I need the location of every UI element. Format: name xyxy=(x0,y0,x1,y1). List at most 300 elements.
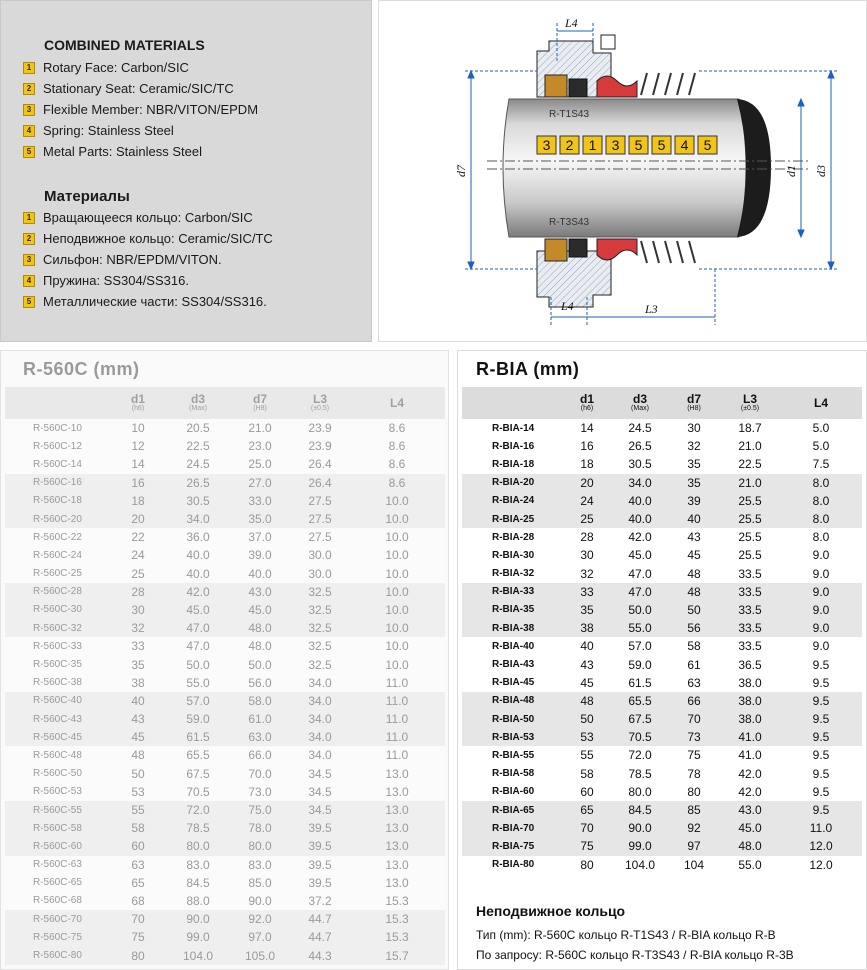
table-row xyxy=(5,528,445,546)
table-cell: 15.3 xyxy=(385,912,409,927)
model-code-cell: R-560C-32 xyxy=(33,622,82,634)
model-code-cell: R-560C-12 xyxy=(33,440,82,452)
stationary-seat-upper xyxy=(545,75,567,97)
table-cell: 85 xyxy=(687,803,701,818)
table-cell: 83.0 xyxy=(186,857,210,872)
table-cell: 47.0 xyxy=(186,621,210,636)
material-item xyxy=(23,99,258,120)
table-cell: 78 xyxy=(687,766,701,781)
table-r560c-panel xyxy=(0,350,449,970)
table-cell: 25 xyxy=(131,566,145,581)
table-cell: 39.5 xyxy=(308,839,332,854)
table-cell: 30.5 xyxy=(628,457,652,472)
table-cell: 65.5 xyxy=(186,748,210,763)
table-cell: 50 xyxy=(131,766,145,781)
table-cell: 80 xyxy=(687,784,701,799)
table-cell: 38 xyxy=(131,675,145,690)
table-cell: 80.0 xyxy=(248,839,272,854)
model-code-cell: R-BIA-14 xyxy=(492,422,535,434)
table-cell: 8.6 xyxy=(388,475,406,490)
table-cell: 32.5 xyxy=(308,621,332,636)
table-cell: 22 xyxy=(131,530,145,545)
table-cell: 80 xyxy=(131,948,145,963)
table-row xyxy=(5,474,445,492)
part-badge-number: 4 xyxy=(680,137,689,153)
table-cell: 97.0 xyxy=(248,930,272,945)
model-code-cell: R-BIA-45 xyxy=(492,677,535,689)
table-cell: 27.5 xyxy=(308,512,332,527)
model-code-cell: R-560C-30 xyxy=(33,604,82,616)
table-cell: 25.0 xyxy=(248,457,272,472)
table-cell: 13.0 xyxy=(385,875,409,890)
table-cell: 14 xyxy=(131,457,145,472)
material-item xyxy=(23,228,273,249)
table-cell: 9.5 xyxy=(812,657,830,672)
table-cell: 45 xyxy=(131,730,145,745)
table-row xyxy=(5,637,445,655)
table-cell: 38.0 xyxy=(738,675,762,690)
table-row xyxy=(5,856,445,874)
table-rbia xyxy=(462,387,862,874)
table-cell: 26.4 xyxy=(308,475,332,490)
model-code-cell: R-560C-24 xyxy=(33,549,82,561)
table-cell: 21.0 xyxy=(738,475,762,490)
table-cell: 37.0 xyxy=(248,530,272,545)
table-cell: 88.0 xyxy=(186,893,210,908)
table-cell: 22.5 xyxy=(738,457,762,472)
table-row xyxy=(462,546,862,564)
number-badge: 2 xyxy=(23,233,35,245)
table-cell: 9.5 xyxy=(812,748,830,763)
table-cell: 53 xyxy=(580,730,594,745)
table-row xyxy=(462,655,862,673)
table-cell: 55.0 xyxy=(738,857,762,872)
table-cell: 56.0 xyxy=(248,675,272,690)
model-code-cell: R-BIA-60 xyxy=(492,786,535,798)
table-cell: 34.5 xyxy=(308,766,332,781)
part-badge-number: 3 xyxy=(542,137,551,153)
table-cell: 40.0 xyxy=(248,566,272,581)
column-header xyxy=(349,387,445,419)
model-code-cell: R-BIA-32 xyxy=(492,568,535,580)
table-row xyxy=(462,455,862,473)
table-cell: 11.0 xyxy=(385,712,409,727)
column-header-label: L3 xyxy=(742,391,757,406)
table-cell: 34.0 xyxy=(628,475,652,490)
part-badge-number: 5 xyxy=(634,137,643,153)
table-cell: 50.0 xyxy=(186,657,210,672)
material-item xyxy=(23,57,258,78)
model-code-cell: R-560C-80 xyxy=(33,950,82,962)
number-badge: 5 xyxy=(23,296,35,308)
table-cell: 68 xyxy=(131,893,145,908)
table-cell: 57.0 xyxy=(628,639,652,654)
table-rbia-header-row xyxy=(462,387,862,419)
table-cell: 42.0 xyxy=(738,766,762,781)
table-cell: 30.0 xyxy=(308,548,332,563)
table-row xyxy=(462,783,862,801)
model-code-cell: R-560C-43 xyxy=(33,713,82,725)
model-code-cell: R-560C-55 xyxy=(33,804,82,816)
table-cell: 83.0 xyxy=(248,857,272,872)
column-header-label: L4 xyxy=(813,395,828,410)
table-cell: 75 xyxy=(131,930,145,945)
table-row xyxy=(5,892,445,910)
table-cell: 34.0 xyxy=(308,748,332,763)
model-code-cell: R-BIA-65 xyxy=(492,804,535,816)
table-row xyxy=(5,946,445,964)
dim-label-d7: d7 xyxy=(454,165,468,177)
material-text: Flexible Member: NBR/VITON/EPDM xyxy=(43,102,259,117)
table-cell: 35 xyxy=(687,457,701,472)
table-cell: 80 xyxy=(580,857,594,872)
table-cell: 61 xyxy=(687,657,701,672)
table-cell: 45.0 xyxy=(738,821,762,836)
stationary-ring-notes xyxy=(476,903,856,965)
material-text: Metal Parts: Stainless Steel xyxy=(43,144,202,159)
table-cell: 70 xyxy=(131,912,145,927)
table-cell: 55.0 xyxy=(628,621,652,636)
dim-label-d3: d3 xyxy=(814,165,828,177)
shaft xyxy=(503,99,746,237)
table-cell: 22.5 xyxy=(186,439,210,454)
table-cell: 37.2 xyxy=(308,893,332,908)
table-cell: 11.0 xyxy=(385,675,409,690)
table-cell: 39.0 xyxy=(248,548,272,563)
part-badge-number: 1 xyxy=(588,137,597,153)
spring-upper xyxy=(641,73,695,95)
table-cell: 9.5 xyxy=(812,675,830,690)
table-cell: 43.0 xyxy=(738,803,762,818)
table-cell: 61.5 xyxy=(628,675,652,690)
table-cell: 40.0 xyxy=(628,493,652,508)
table-row xyxy=(5,655,445,673)
table-cell: 58 xyxy=(131,821,145,836)
table-cell: 39 xyxy=(687,493,701,508)
table-cell: 14 xyxy=(580,421,594,436)
table-cell: 55 xyxy=(580,748,594,763)
seal-diagram xyxy=(379,1,867,343)
table-row xyxy=(5,728,445,746)
dim-label-l3: L3 xyxy=(645,302,658,316)
table-row xyxy=(462,492,862,510)
table-cell: 38.0 xyxy=(738,712,762,727)
model-code-cell: R-BIA-48 xyxy=(492,695,535,707)
table-cell: 32 xyxy=(687,439,701,454)
column-header-label: d7 xyxy=(252,391,267,406)
model-code-cell: R-560C-75 xyxy=(33,931,82,943)
notes-line-standard: Тип (mm): R-560C кольцо R-T1S43 / R-BIA кольцо R-B xyxy=(476,928,776,942)
table-cell: 16 xyxy=(131,475,145,490)
table-row xyxy=(462,710,862,728)
table-cell: 90.0 xyxy=(248,893,272,908)
model-code-cell: R-BIA-30 xyxy=(492,549,535,561)
column-header xyxy=(5,387,109,419)
model-code-cell: R-560C-14 xyxy=(33,458,82,470)
table-cell: 63 xyxy=(687,675,701,690)
table-cell: 13.0 xyxy=(385,821,409,836)
table-cell: 73.0 xyxy=(248,784,272,799)
notes-title: Неподвижное кольцо xyxy=(476,903,626,919)
table-cell: 28 xyxy=(580,530,594,545)
number-badge: 3 xyxy=(23,254,35,266)
table-cell: 26.5 xyxy=(628,439,652,454)
column-header-label: d3 xyxy=(632,391,647,406)
column-header xyxy=(668,387,720,419)
table-row xyxy=(5,801,445,819)
table-cell: 33.5 xyxy=(738,639,762,654)
table-cell: 34.0 xyxy=(308,675,332,690)
bellows-upper xyxy=(597,76,637,97)
table-cell: 8.6 xyxy=(388,439,406,454)
table-cell: 15.3 xyxy=(385,893,409,908)
table-cell: 84.5 xyxy=(628,803,652,818)
part-badge-number: 5 xyxy=(657,137,666,153)
table-cell: 36.5 xyxy=(738,657,762,672)
table-cell: 10.0 xyxy=(385,584,409,599)
table-cell: 43.0 xyxy=(248,584,272,599)
materials-panel xyxy=(0,0,372,342)
materials-ru-list xyxy=(23,207,273,312)
table-cell: 7.5 xyxy=(812,457,830,472)
table-cell: 10.0 xyxy=(385,657,409,672)
table-cell: 32.5 xyxy=(308,584,332,599)
table-cell: 70 xyxy=(687,712,701,727)
table-cell: 53 xyxy=(131,784,145,799)
materials-en-list xyxy=(23,57,258,162)
table-row xyxy=(462,692,862,710)
table-cell: 33 xyxy=(580,584,594,599)
table-cell: 33.5 xyxy=(738,621,762,636)
model-code-cell: R-BIA-24 xyxy=(492,495,535,507)
table-row xyxy=(5,583,445,601)
table-cell: 97 xyxy=(687,839,701,854)
table-cell: 24.5 xyxy=(186,457,210,472)
table-cell: 10.0 xyxy=(385,530,409,545)
table-r560c-header-row xyxy=(5,387,445,419)
table-cell: 8.0 xyxy=(812,493,830,508)
table-row xyxy=(462,765,862,783)
model-code-cell: R-560C-18 xyxy=(33,495,82,507)
table-cell: 55.0 xyxy=(186,675,210,690)
table-cell: 13.0 xyxy=(385,839,409,854)
table-cell: 20 xyxy=(580,475,594,490)
table-cell: 13.0 xyxy=(385,766,409,781)
column-header-tolerance: (±0.5) xyxy=(310,404,330,412)
table-cell: 66 xyxy=(687,693,701,708)
table-cell: 30 xyxy=(580,548,594,563)
table-cell: 8.0 xyxy=(812,475,830,490)
table-row xyxy=(462,474,862,492)
table-cell: 40.0 xyxy=(628,512,652,527)
table-cell: 92 xyxy=(687,821,701,836)
table-row xyxy=(5,692,445,710)
table-cell: 61.0 xyxy=(248,712,272,727)
table-cell: 41.0 xyxy=(738,730,762,745)
notes-line-on-request: По запросу: R-560C кольцо R-T3S43 / R-BIA кольцо R-3B xyxy=(476,948,794,962)
table-cell: 38.0 xyxy=(738,693,762,708)
model-code-cell: R-560C-25 xyxy=(33,568,82,580)
table-cell: 44.7 xyxy=(308,930,332,945)
column-header-label: L4 xyxy=(389,395,404,410)
table-cell: 25.5 xyxy=(738,530,762,545)
number-badge: 4 xyxy=(23,275,35,287)
table-cell: 63 xyxy=(131,857,145,872)
table-cell: 9.5 xyxy=(812,803,830,818)
table-cell: 23.0 xyxy=(248,439,272,454)
table-cell: 33 xyxy=(131,639,145,654)
table-row xyxy=(5,819,445,837)
table-cell: 45.0 xyxy=(248,602,272,617)
table-cell: 35 xyxy=(580,602,594,617)
table-cell: 34.0 xyxy=(308,730,332,745)
table-row xyxy=(462,674,862,692)
table-cell: 34.0 xyxy=(308,712,332,727)
table-cell: 25.5 xyxy=(738,512,762,527)
table-cell: 99.0 xyxy=(186,930,210,945)
model-code-cell: R-BIA-58 xyxy=(492,768,535,780)
table-cell: 65.5 xyxy=(628,693,652,708)
table-cell: 45 xyxy=(687,548,701,563)
table-row xyxy=(462,437,862,455)
table-cell: 78.0 xyxy=(248,821,272,836)
table-cell: 48 xyxy=(131,748,145,763)
table-cell: 9.0 xyxy=(812,584,830,599)
table-cell: 39.5 xyxy=(308,821,332,836)
table-cell: 10.0 xyxy=(385,548,409,563)
dim-label-d1: d1 xyxy=(784,165,798,177)
table-cell: 48 xyxy=(687,584,701,599)
table-cell: 11.0 xyxy=(809,821,833,836)
table-cell: 70 xyxy=(580,821,594,836)
table-cell: 24.5 xyxy=(628,421,652,436)
model-code-cell: R-560C-53 xyxy=(33,786,82,798)
table-cell: 50.0 xyxy=(248,657,272,672)
model-code-cell: R-BIA-35 xyxy=(492,604,535,616)
table-cell: 26.5 xyxy=(186,475,210,490)
table-cell: 40.0 xyxy=(186,566,210,581)
table-cell: 104.0 xyxy=(624,857,656,872)
table-row xyxy=(5,455,445,473)
table-cell: 12.0 xyxy=(809,857,833,872)
model-code-cell: R-BIA-55 xyxy=(492,749,535,761)
table-cell: 18.7 xyxy=(738,421,762,436)
table-cell: 34.0 xyxy=(186,512,210,527)
material-item xyxy=(23,291,273,312)
table-cell: 30.5 xyxy=(186,493,210,508)
table-cell: 63.0 xyxy=(248,730,272,745)
model-code-cell: R-BIA-80 xyxy=(492,859,535,871)
table-cell: 48.0 xyxy=(248,639,272,654)
table-cell: 13.0 xyxy=(385,784,409,799)
table-cell: 43 xyxy=(580,657,594,672)
materials-ru-title: Материалы xyxy=(44,188,130,205)
model-code-cell: R-560C-38 xyxy=(33,677,82,689)
column-header-tolerance: (H8) xyxy=(687,404,701,412)
table-cell: 59.0 xyxy=(186,712,210,727)
table-cell: 59.0 xyxy=(628,657,652,672)
table-cell: 26.4 xyxy=(308,457,332,472)
column-header-tolerance: (h6) xyxy=(131,404,145,412)
model-code-cell: R-BIA-28 xyxy=(492,531,535,543)
table-row xyxy=(5,874,445,892)
table-cell: 50 xyxy=(687,602,701,617)
table-cell: 34.0 xyxy=(308,693,332,708)
column-header xyxy=(229,387,291,419)
table-cell: 20.5 xyxy=(186,421,210,436)
table-cell: 27.0 xyxy=(248,475,272,490)
column-header-label: L3 xyxy=(312,391,327,406)
table-cell: 56 xyxy=(687,621,701,636)
column-header xyxy=(720,387,780,419)
table-row xyxy=(462,746,862,764)
table-cell: 35 xyxy=(687,475,701,490)
table-cell: 27.5 xyxy=(308,530,332,545)
table-cell: 10 xyxy=(131,421,145,436)
table-cell: 11.0 xyxy=(385,748,409,763)
table-cell: 67.5 xyxy=(628,712,652,727)
table-row xyxy=(5,437,445,455)
bellows-lower xyxy=(597,239,637,260)
table-cell: 58 xyxy=(580,766,594,781)
part-badge-number: 2 xyxy=(565,137,574,153)
model-code-cell: R-560C-58 xyxy=(33,822,82,834)
table-cell: 61.5 xyxy=(186,730,210,745)
table-cell: 60 xyxy=(580,784,594,799)
table-rbia-panel xyxy=(457,350,867,970)
table-row xyxy=(462,819,862,837)
table-cell: 33.0 xyxy=(248,493,272,508)
table-cell: 48.0 xyxy=(248,621,272,636)
column-header xyxy=(562,387,612,419)
table-cell: 21.0 xyxy=(738,439,762,454)
table-cell: 78.5 xyxy=(186,821,210,836)
table-cell: 67.5 xyxy=(186,766,210,781)
table-cell: 44.7 xyxy=(308,912,332,927)
table-cell: 9.5 xyxy=(812,693,830,708)
table-cell: 105.0 xyxy=(244,948,276,963)
table-cell: 50.0 xyxy=(628,602,652,617)
table-row xyxy=(5,546,445,564)
table-cell: 45.0 xyxy=(186,602,210,617)
table-cell: 10.0 xyxy=(385,493,409,508)
table-cell: 35 xyxy=(131,657,145,672)
table-row xyxy=(5,419,445,437)
table-cell: 25.5 xyxy=(738,548,762,563)
part-badge-number: 3 xyxy=(611,137,620,153)
table-r560c xyxy=(5,387,445,965)
materials-en-title: COMBINED MATERIALS xyxy=(44,37,205,53)
table-cell: 47.0 xyxy=(628,584,652,599)
table-cell: 25.5 xyxy=(738,493,762,508)
material-text: Металлические части: SS304/SS316. xyxy=(43,294,267,309)
table-cell: 23.9 xyxy=(308,421,332,436)
material-item xyxy=(23,249,273,270)
seal-diagram-panel xyxy=(378,0,867,342)
table-cell: 20 xyxy=(131,512,145,527)
table-cell: 85.0 xyxy=(248,875,272,890)
table-row xyxy=(5,783,445,801)
spring-lower xyxy=(641,241,695,263)
table-cell: 40 xyxy=(687,512,701,527)
column-header-tolerance: (h6) xyxy=(580,404,594,412)
table-cell: 42.0 xyxy=(738,784,762,799)
label-r-t3s43: R-T3S43 xyxy=(549,217,590,228)
table-cell: 80.0 xyxy=(628,784,652,799)
table-row xyxy=(462,801,862,819)
model-code-cell: R-560C-48 xyxy=(33,749,82,761)
table-cell: 11.0 xyxy=(385,693,409,708)
